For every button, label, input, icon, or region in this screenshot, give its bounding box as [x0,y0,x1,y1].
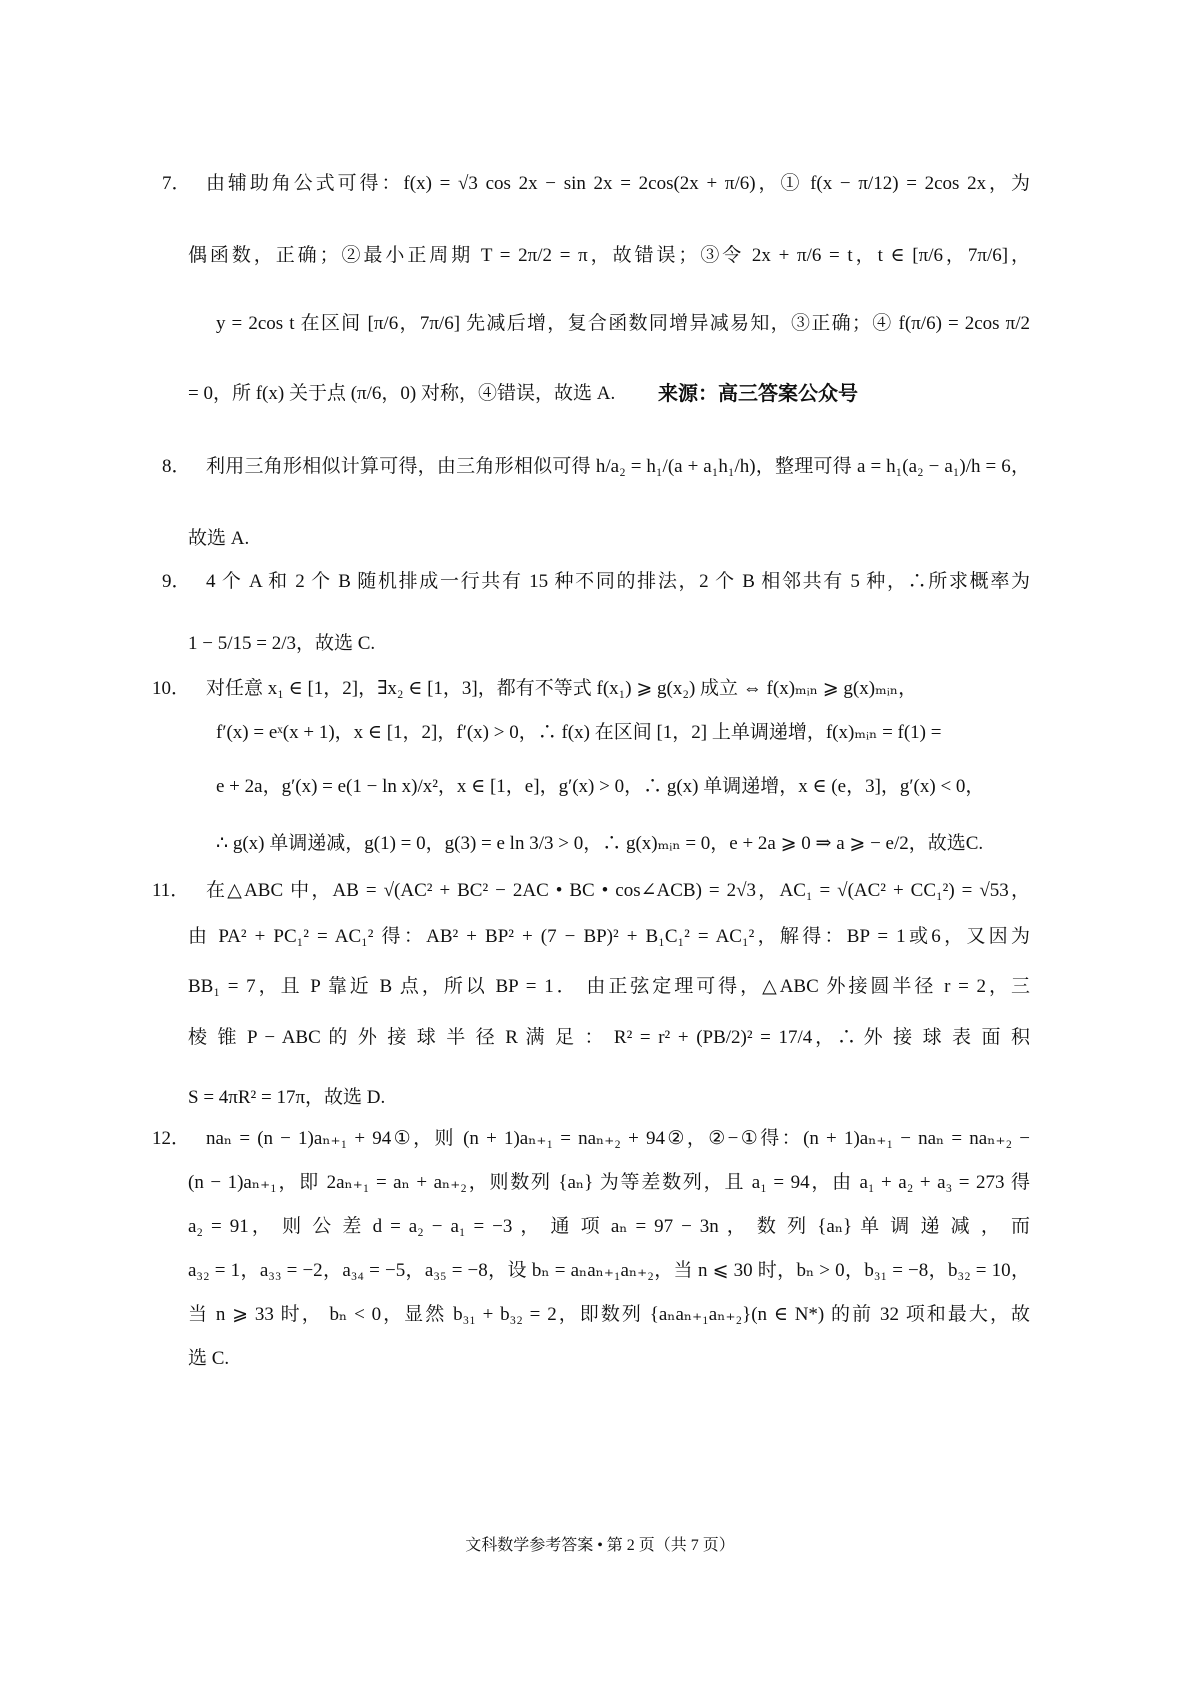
answer-line: 故选 A. [188,528,250,549]
answer-line: 当 n ⩾ 33 时， bₙ < 0，显然 b₃₁ + b₃₂ = 2，即数列 {aₙaₙ₊₁aₙ₊₂}(n ∈ N*) 的前 32 项和最大，故 [188,1304,1030,1325]
answer-line: y = 2cos t 在区间 [π/6，7π/6] 先减后增，复合函数同增异减易知，③正确；④ f(π/6) = 2cos π/2 [216,313,1030,334]
answer-line: 对任意 x₁ ∈ [1，2]，∃x₂ ∈ [1，3]，都有不等式 f(x₁) ⩾ g(x₂) 成立 ⇔ f(x)ₘᵢₙ ⩾ g(x)ₘᵢₙ， [206,678,918,699]
answer-line: f′(x) = eˣ(x + 1)，x ∈ [1，2]，f′(x) > 0，∴ f(x) 在区间 [1，2] 上单调递增，f(x)ₘᵢₙ = f(1) = [216,722,942,743]
answer-line: 由辅助角公式可得：f(x) = √3 cos 2x − sin 2x = 2cos(2x + π/6)，① f(x − π/12) = 2cos 2x，为 [206,173,1030,194]
answer-line: 1 − 5/15 = 2/3，故选 C. [188,633,376,654]
source-watermark: 来源：高三答案公众号 [658,381,858,405]
answer-line: 偶函数，正确；②最小正周期 T = 2π/2 = π，故错误；③令 2x + π/6 = t，t ∈ [π/6，7π/6]， [188,245,1030,266]
answer-line: BB₁ = 7，且 P 靠近 B 点，所以 BP = 1． 由正弦定理可得，△ABC 外接圆半径 r = 2，三 [188,976,1030,997]
answer-line: (n − 1)aₙ₊₁，即 2aₙ₊₁ = aₙ + aₙ₊₂，则数列 {aₙ} 为等差数列，且 a₁ = 94，由 a₁ + a₂ + a₃ = 273 得 [188,1172,1030,1193]
answer-number: 11． [152,880,190,901]
answer-number: 12． [152,1128,191,1149]
page-footer: 文科数学参考答案 • 第 2 页（共 7 页） [465,1537,735,1554]
answer-number: 10． [152,678,191,699]
answer-line: = 0，所 f(x) 关于点 (π/6，0) 对称，④错误，故选 A. [188,383,616,404]
answer-line: 在△ABC 中，AB = √(AC² + BC² − 2AC • BC • cos∠ACB) = 2√3，AC₁ = √(AC² + CC₁²) = √53， [206,880,1030,901]
answer-line: 选 C. [188,1348,230,1369]
answer-line: S = 4πR² = 17π，故选 D. [188,1087,386,1108]
answer-number: 7． [162,173,191,194]
answer-line: 棱 锥 P − ABC 的 外 接 球 半 径 R 满 足 ： R² = r² + (PB/2)² = 17/4，∴ 外 接 球 表 面 积 [188,1027,1030,1048]
answer-number: 9． [162,571,191,592]
answer-line: naₙ = (n − 1)aₙ₊₁ + 94①，则 (n + 1)aₙ₊₁ = naₙ₊₂ + 94②，②−①得：(n + 1)aₙ₊₁ − naₙ = naₙ₊₂ − [206,1128,1030,1149]
answer-line: a₃₂ = 1，a₃₃ = −2，a₃₄ = −5，a₃₅ = −8，设 bₙ = aₙaₙ₊₁aₙ₊₂，当 n ⩽ 30 时，bₙ > 0，b₃₁ = −8，b₃₂ = 10， [188,1260,1030,1281]
answer-line: ∴ g(x) 单调递减，g(1) = 0，g(3) = e ln 3/3 > 0，∴ g(x)ₘᵢₙ = 0，e + 2a ⩾ 0 ⇒ a ⩾ − e/2，故选C. [216,833,984,854]
answer-line: 4 个 A 和 2 个 B 随机排成一行共有 15 种不同的排法，2 个 B 相邻共有 5 种，∴所求概率为 [206,571,1030,592]
answer-line: a₂ = 91， 则 公 差 d = a₂ − a₁ = −3 ， 通 项 aₙ = 97 − 3n ， 数 列 {aₙ} 单 调 递 减 ， 而 [188,1216,1030,1237]
answer-number: 8． [162,456,191,477]
answer-line: 由 PA² + PC₁² = AC₁² 得：AB² + BP² + (7 − BP)² + B₁C₁² = AC₁²，解得：BP = 1或6，又因为 [188,926,1030,947]
answer-line: e + 2a，g′(x) = e(1 − ln x)/x²，x ∈ [1，e]，g′(x) > 0，∴ g(x) 单调递增，x ∈ (e，3]，g′(x) < 0， [216,776,985,797]
answer-line: 利用三角形相似计算可得，由三角形相似可得 h/a₂ = h₁/(a + a₁h₁/h)，整理可得 a = h₁(a₂ − a₁)/h = 6， [206,456,1030,477]
